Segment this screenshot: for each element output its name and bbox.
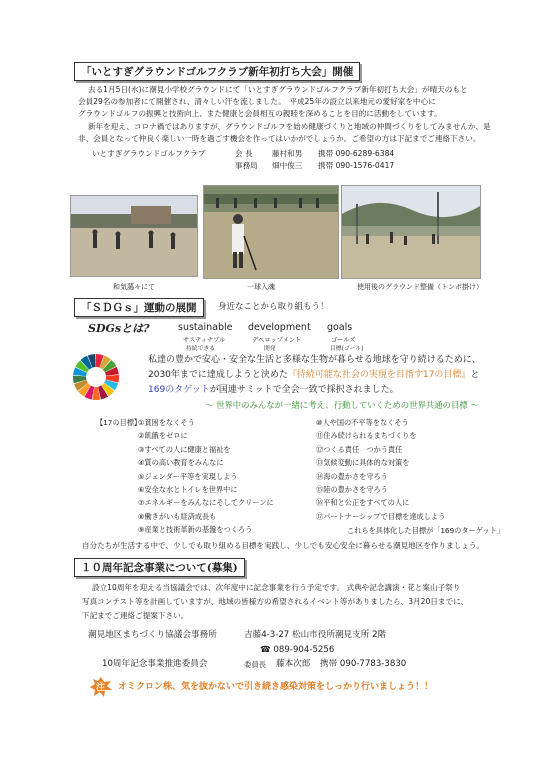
contact-role: 会 長 bbox=[235, 149, 253, 158]
goal-item: ③すべての人に健康と福祉を bbox=[138, 444, 231, 454]
term-ja: 開発 bbox=[264, 346, 276, 352]
section3-paragraph-line: 写真コンテスト等を計画していますが、地域の皆様方の希望されるイベント等がありましたら、3月20日までに、 bbox=[82, 597, 469, 606]
sdgs-169-targets-highlight: 169のタゲット bbox=[148, 385, 210, 395]
goal-item: ⑮陸の豊かさを守ろう bbox=[316, 485, 388, 494]
notice-badge-text: 注 bbox=[96, 683, 106, 693]
sdgs-body-line2 bbox=[148, 369, 479, 382]
contact-name: 藤村和男 bbox=[272, 149, 303, 158]
sdgs-body-text: 2030年までに達成しようと決めた bbox=[148, 370, 288, 380]
goal-item: ⑨産業と技術革新の基盤をつくろう bbox=[138, 525, 253, 535]
section1-title: 「いとすぎグラウンドゴルフクラブ新年初打ち大会」開催 bbox=[74, 62, 360, 81]
office-phone: ☎ 089-904-5256 bbox=[260, 645, 335, 655]
goal-item: ⑤ジェンダー平等を実現しよう bbox=[138, 471, 238, 481]
notice-badge-icon bbox=[90, 677, 112, 697]
contact-phone: 携帯 090-1576-0417 bbox=[318, 161, 395, 170]
term-en: goals bbox=[327, 322, 353, 333]
goal-item: ④質の高い教育をみんなに bbox=[138, 458, 224, 468]
photo-golf-swing bbox=[203, 185, 339, 279]
term-en: development bbox=[248, 322, 311, 333]
term-kana: デベロップメント bbox=[252, 337, 302, 344]
photo-golf-group-image bbox=[71, 196, 197, 276]
photo-caption: 使用後のグラウンド整備（トンボ掛け） bbox=[357, 283, 483, 291]
section1-paragraph-line: グラウンドゴルフの振興と技術向上、また健康と会員相互の親睦を深めることを目的に活動をしています。 bbox=[78, 109, 442, 118]
goal-item: ⑭海の豊かさを守ろう bbox=[316, 471, 388, 481]
photo-golf-group bbox=[70, 195, 198, 277]
goal-item: ⑪住み続けられるまちづくりを bbox=[316, 431, 417, 441]
term-ja: 持続できる bbox=[186, 346, 215, 352]
section1-paragraph-line: 新年を迎え、コロナ禍ではありますが、グラウンドゴルフを始め健康づくりと地域の仲間づくりをしてみませんか、是 bbox=[88, 122, 491, 131]
goal-item: ⑫つくる責任 つかう責任 bbox=[316, 444, 403, 454]
sdgs-body-text: と bbox=[470, 370, 480, 380]
notice-text: オミクロン株、気を抜かないで引き続き感染対策をしっかり行いましょう！！ bbox=[118, 682, 434, 692]
photo-ground-maintenance bbox=[341, 185, 481, 279]
committee-chair-role: 委員長 bbox=[244, 660, 267, 669]
office-address: 吉藤4-3-27 松山市役所潮見支所 2階 bbox=[244, 630, 387, 640]
term-kana: ゴールズ bbox=[331, 337, 356, 344]
section3-paragraph-line: 下記までご連絡ご提案下さい。 bbox=[82, 611, 189, 620]
section2-title: 「ＳＤＧｓ」運動の展開 bbox=[74, 298, 204, 317]
goal-item: ⑥安全な水とトイレを世界中に bbox=[138, 485, 238, 494]
contact-name: 畑中俊三 bbox=[272, 161, 303, 170]
sdgs-body-line1: 私達の豊かで安心・安全な生活と多様な生物が暮らせる地球を守り続けるために、 bbox=[148, 355, 481, 365]
sdgs-slogan: ～ 世界中のみんなが一緒に考え、行動していくための世界共通の目標 ～ bbox=[205, 400, 479, 410]
goals-footer: これらを具体化した目標が「169のターゲット」 bbox=[347, 526, 505, 535]
goal-item: ⑰パートナーシップで目標を達成しよう bbox=[316, 511, 446, 521]
photo-caption: 一球入魂 bbox=[247, 283, 275, 291]
photo-caption: 和気藹々にて bbox=[113, 283, 155, 291]
goal-item: ⑧働きがいも経済成長も bbox=[138, 511, 217, 521]
goal-item: ⑯平和と公正をすべての人に bbox=[316, 498, 410, 508]
goal-item: ①貧困をなくそう bbox=[138, 418, 195, 427]
committee-chair-phone: 携帯 090-7783-3830 bbox=[320, 659, 407, 669]
committee-name: 10周年記念事業推進委員会 bbox=[102, 659, 208, 669]
contact-phone: 携帯 090-6289-6384 bbox=[318, 149, 395, 158]
committee-chair-name: 藤本次郎 bbox=[276, 659, 311, 669]
sdgs-wheel-icon bbox=[72, 353, 120, 401]
section3-title: １０周年記念事業について(募集) bbox=[74, 558, 245, 577]
goal-item: ⑩人や国の不平等をなくそう bbox=[316, 418, 409, 427]
section1-paragraph-line: 非、会員となって仲良く楽しい一時を過ごす機会を作ってはいかがでしょうか。ご希望の方は下記までご連絡下さい。 bbox=[78, 134, 481, 143]
section1-paragraph-line: 去る1月5日(水)に潮見小学校グラウンドにて「いとすぎグラウンドゴルフクラブ新年初打ち大会」が晴天のもと bbox=[88, 85, 468, 94]
sdgs-closing: 自分たちが生活する中で、少しでも取り組める目標を実践し、少しでも安心安全に暮らせる潮見地区を作りましょう。 bbox=[82, 541, 485, 550]
section1-paragraph-line: 会員29名の参加者にて開催され、清々しい汗を流しました。 平成25年の設立以来地元の愛好家を中心に bbox=[78, 97, 436, 106]
sdgs-body-line3 bbox=[148, 384, 399, 397]
photo-ground-maintenance-image bbox=[342, 186, 480, 278]
goals-heading: 【17の目標】 bbox=[96, 418, 142, 427]
term-en: sustainable bbox=[178, 322, 233, 333]
sdgs-17-goals-highlight: 『持続可能な社会の実現を目指す17の目標』 bbox=[287, 370, 471, 380]
contact-role: 事務局 bbox=[235, 161, 258, 170]
goal-item: ⑬気候変動に具体的な対策を bbox=[316, 458, 410, 468]
photo-golf-swing-image bbox=[204, 186, 338, 278]
goal-item: ②飢餓をゼロに bbox=[138, 431, 188, 441]
term-ja: 目標(ゴール) bbox=[330, 346, 364, 352]
goal-item: ⑦エネルギーをみんなにそしてクリーンに bbox=[138, 498, 274, 508]
club-name: いとすぎグラウンドゴルフクラブ bbox=[92, 149, 206, 158]
section3-paragraph-line: 設立10周年を迎える当協議会では、次年度中に記念事業を行う予定です。 式典や記念講演・花と案山子祭り bbox=[92, 583, 461, 592]
sdgs-question: SDGsとは? bbox=[88, 322, 150, 335]
office-name: 潮見地区まちづくり協議会事務所 bbox=[88, 630, 217, 640]
term-kana: サスティナブル bbox=[183, 337, 226, 344]
sdgs-body-text: が国連サミットで全会一致で採択されました。 bbox=[209, 385, 399, 395]
section2-tagline: 身近なことから取り組もう！ bbox=[218, 302, 329, 312]
